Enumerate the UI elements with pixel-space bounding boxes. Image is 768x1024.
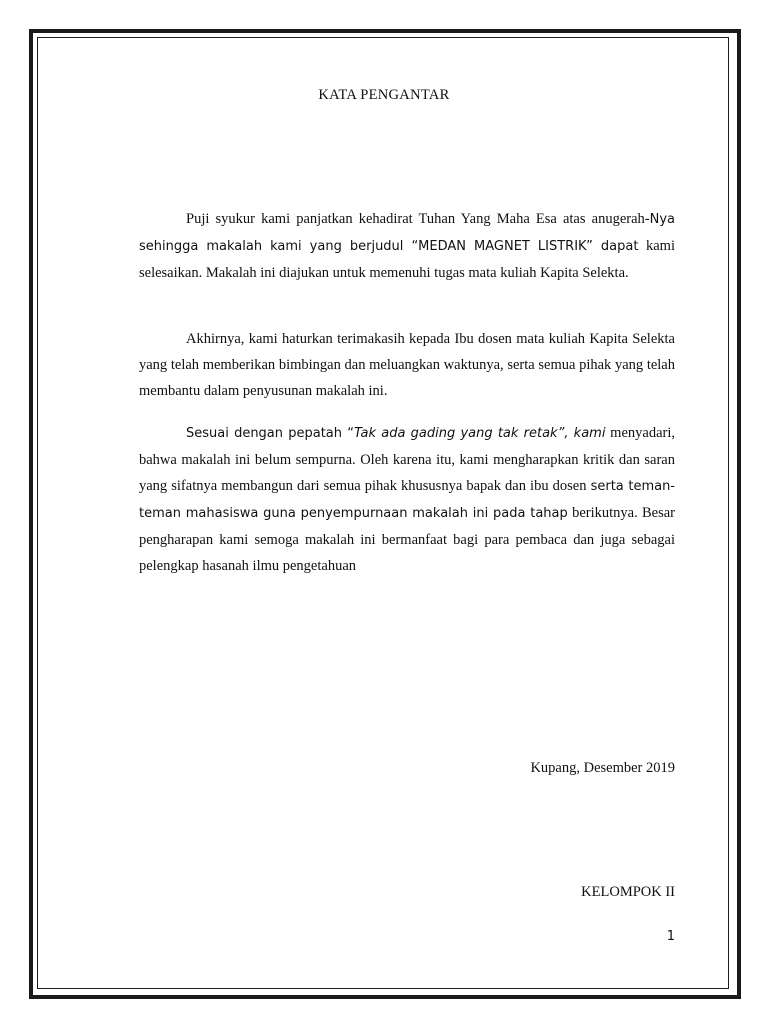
page-title: KATA PENGANTAR (318, 87, 450, 103)
paragraph-3-intro: Sesuai dengan pepatah “ (186, 426, 354, 441)
paragraph-1-line-2: Nya sehingga makalah kami yang berjudul “MEDAN MAGNET LISTRIK” dapat (139, 212, 675, 254)
paragraph-3-end: berikutnya. Besar pengharapan kami semoga makalah ini bermanfaat bagi para pembaca dan juga sebagai pelengkap hasanah ilmu pengetahuan (139, 505, 675, 574)
page-number: 1 (666, 929, 675, 944)
paragraph-1-line-1: Puji syukur kami panjatkan kehadirat Tuhan Yang Maha Esa atas anugerah- (186, 211, 650, 227)
paragraph-3-body: menyadari, bahwa makalah ini belum sempurna. Oleh karena itu, kami mengharapkan kritik dan saran yang sifatnya membangun dari semua pihak khususnya bapak dan ibu dosen (139, 425, 675, 494)
paragraph-1-rest: kami selesaikan. Makalah ini diajukan untuk memenuhi tugas mata kuliah Kapita Selekta. (139, 238, 675, 281)
paragraph-2: Akhirnya, kami haturkan terimakasih kepada Ibu dosen mata kuliah Kapita Selekta yang telah memberikan bimbingan dan meluangkan waktunya, serta semua pihak yang telah membantu dalam penyusunan makalah ini. (139, 331, 675, 399)
paragraph-3-proverb: Tak ada gading yang tak retak”, kami (353, 426, 606, 441)
paragraph-3-line-4: serta teman-teman mahasiswa guna penyempurnaan makalah ini pada tahap (139, 479, 675, 521)
place-date: Kupang, Desember 2019 (530, 760, 675, 776)
group-signature: KELOMPOK II (581, 884, 675, 900)
paragraph-1 (139, 206, 675, 286)
paragraph-3 (139, 420, 675, 579)
